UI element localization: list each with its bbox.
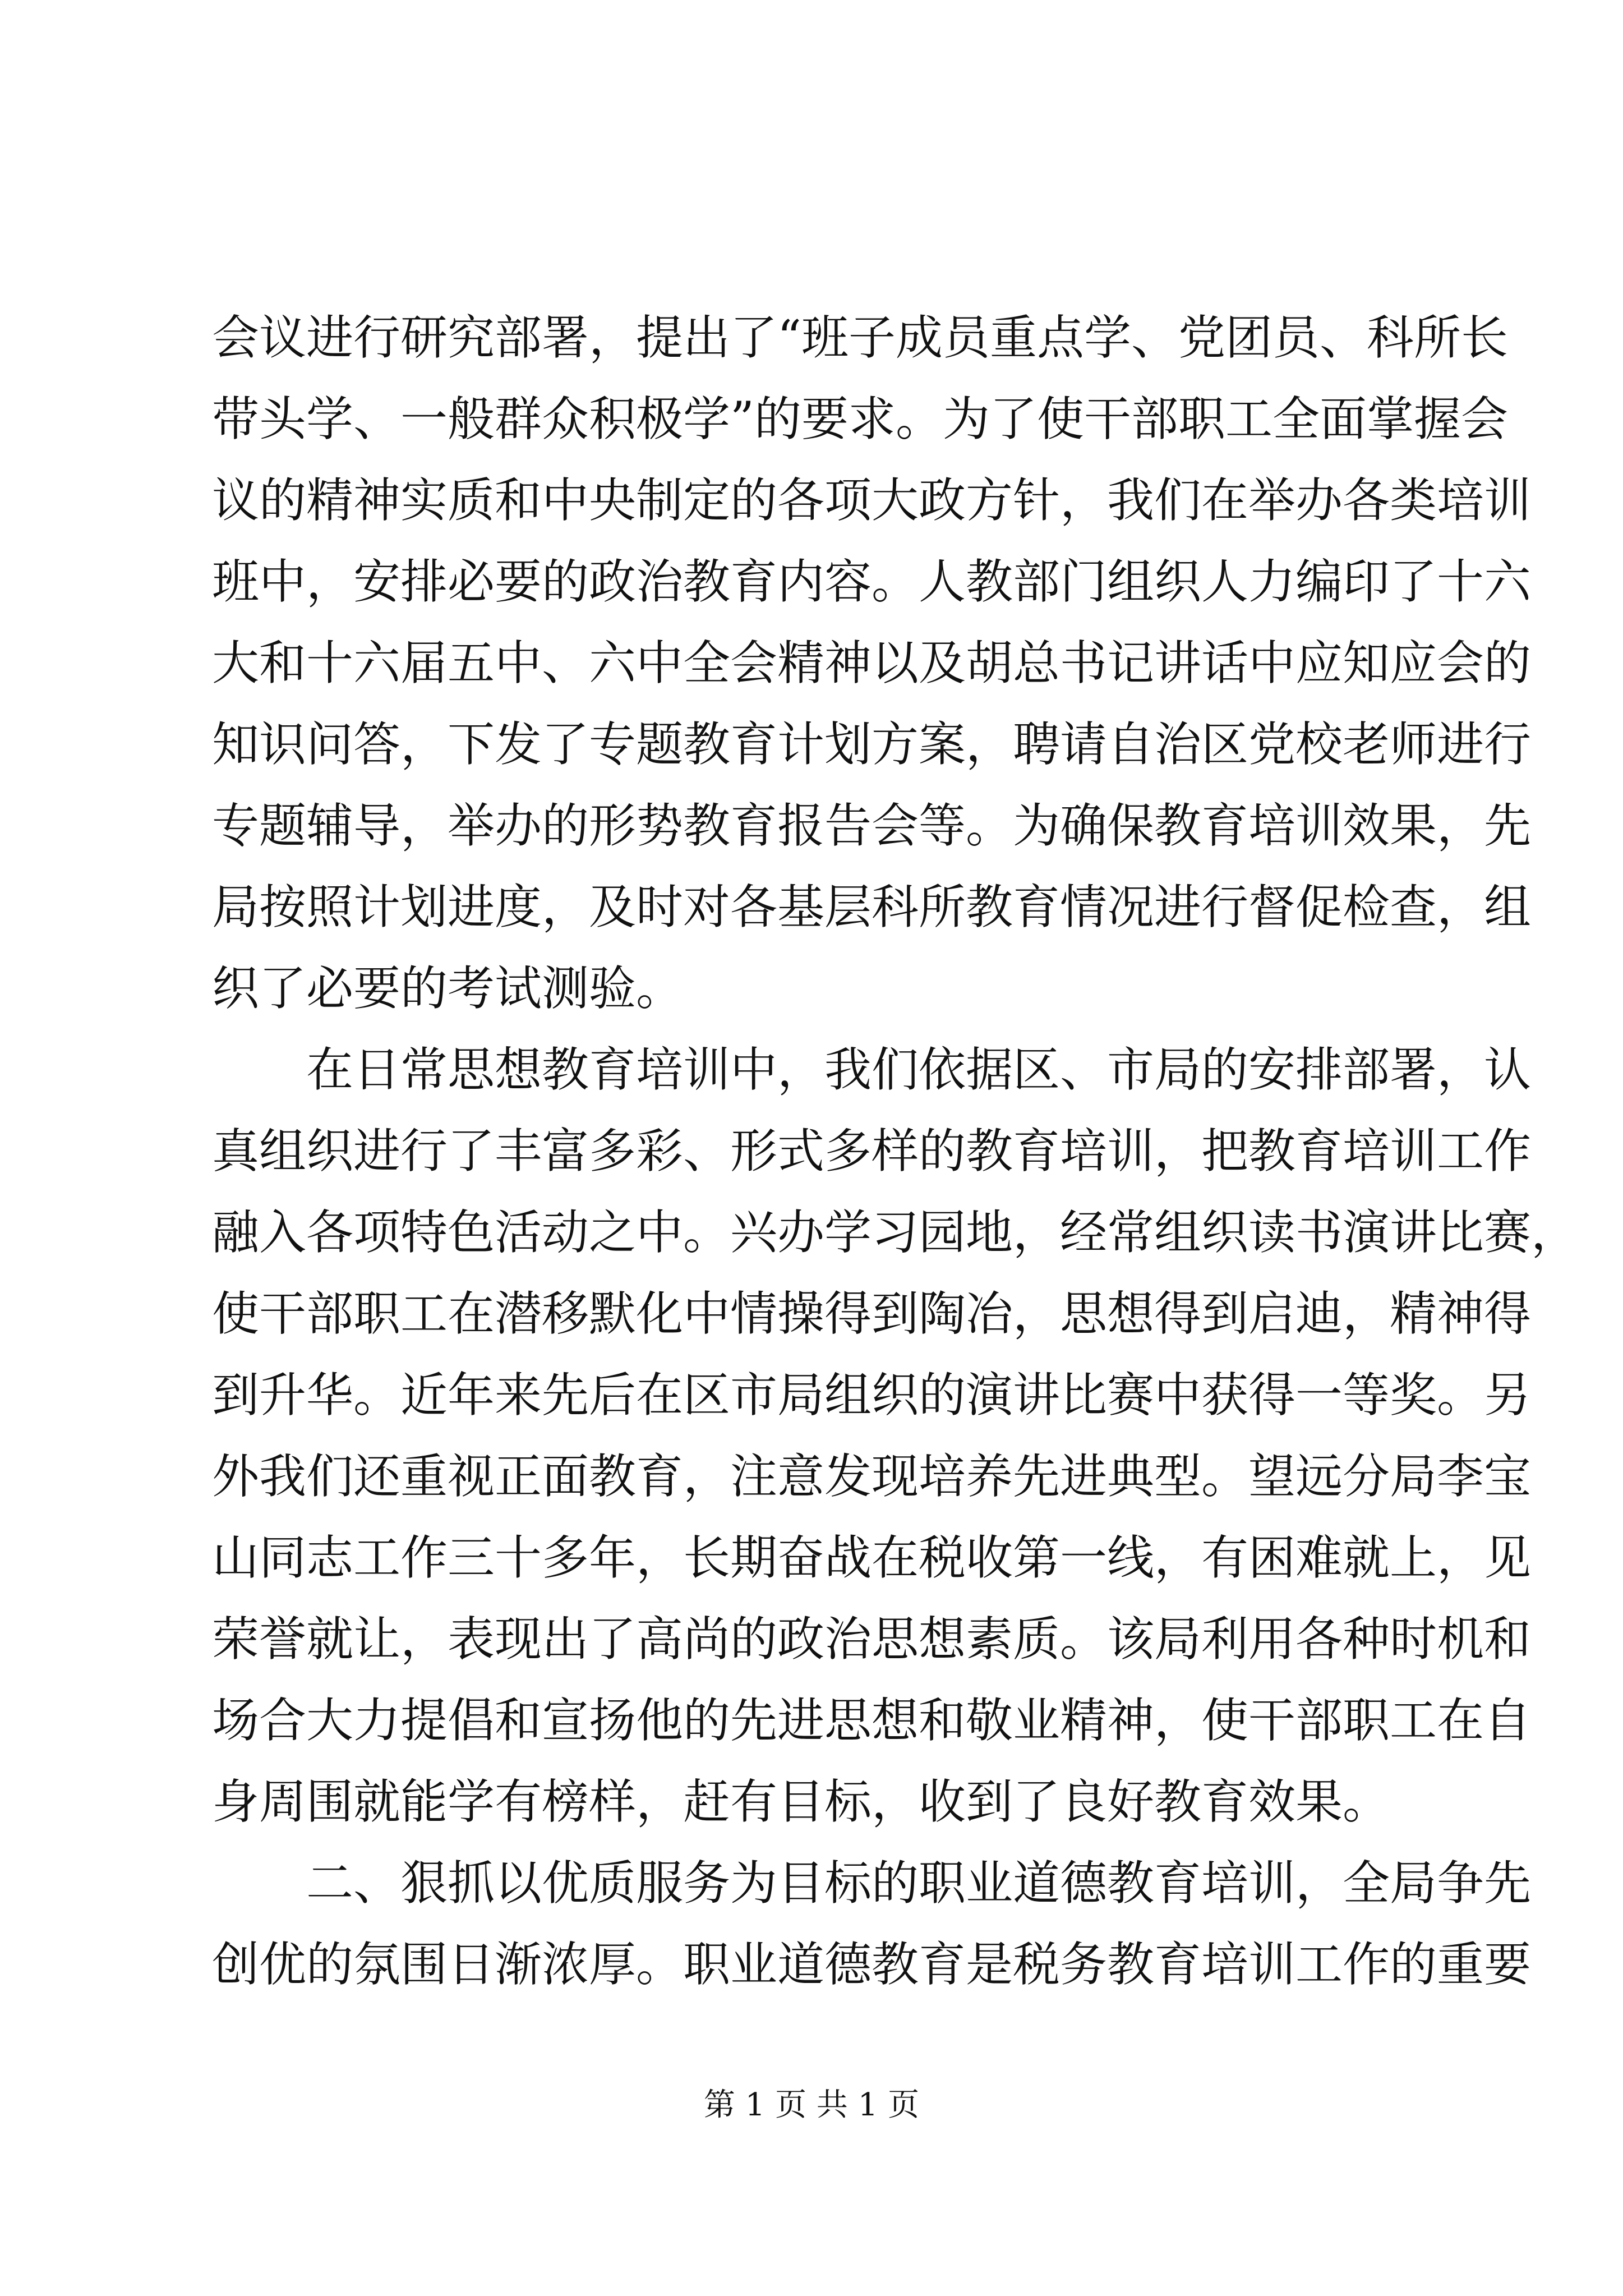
paragraph-2 — [212, 1029, 1579, 1843]
body-text — [212, 297, 1579, 2005]
text-line: 大和十六届五中、六中全会精神以及胡总书记讲话中应知应会的 — [212, 636, 1532, 691]
text-line: 身周围就能学有榜样，赶有目标，收到了良好教育效果。 — [212, 1774, 1390, 1829]
text-line: 创优的氛围日渐浓厚。职业道德教育是税务教育培训工作的重要 — [212, 1937, 1532, 1992]
text-line: 会议进行研究部署，提出了“班子成员重点学、党团员、科所长 — [212, 310, 1508, 365]
text-line: 织了必要的考试测验。 — [212, 961, 684, 1016]
text-line: 带头学、一般群众积极学”的要求。为了使干部职工全面掌握会 — [212, 392, 1508, 447]
text-line: 山同志工作三十多年，长期奋战在税收第一线，有困难就上，见 — [212, 1530, 1532, 1585]
text-line: 外我们还重视正面教育，注意发现培养先进典型。望远分局李宝 — [212, 1449, 1532, 1504]
text-line: 到升华。近年来先后在区市局组织的演讲比赛中获得一等奖。另 — [212, 1368, 1532, 1423]
text-line: 知识问答，下发了专题教育计划方案，聘请自治区党校老师进行 — [212, 717, 1532, 772]
text-line: 真组织进行了丰富多彩、形式多样的教育培训，把教育培训工作 — [212, 1124, 1532, 1179]
text-line: 场合大力提倡和宣扬他的先进思想和敬业精神，使干部职工在自 — [212, 1693, 1532, 1748]
text-line: 使干部职工在潜移默化中情操得到陶冶，思想得到启迪，精神得 — [212, 1286, 1532, 1341]
paragraph-3 — [212, 1843, 1532, 2005]
text-line: 局按照计划进度，及时对各基层科所教育情况进行督促检查，组 — [212, 880, 1532, 935]
text-line: 专题辅导，举办的形势教育报告会等。为确保教育培训效果，先 — [212, 798, 1532, 853]
paragraph-1 — [212, 297, 1532, 1029]
text-line: 荣誉就让，表现出了高尚的政治思想素质。该局利用各种时机和 — [212, 1612, 1532, 1667]
text-line: 融入各项特色活动之中。兴办学习园地，经常组织读书演讲比赛， — [212, 1205, 1579, 1260]
text-line: 议的精神实质和中央制定的各项大政方针，我们在举办各类培训 — [212, 473, 1532, 528]
text-line: 二、狠抓以优质服务为目标的职业道德教育培训，全局争先 — [306, 1856, 1532, 1911]
text-line: 班中，安排必要的政治教育内容。人教部门组织人力编印了十六 — [212, 554, 1532, 609]
page-footer: 第 1 页 共 1 页 — [703, 2087, 920, 2123]
text-line: 在日常思想教育培训中，我们依据区、市局的安排部署，认 — [306, 1042, 1532, 1097]
